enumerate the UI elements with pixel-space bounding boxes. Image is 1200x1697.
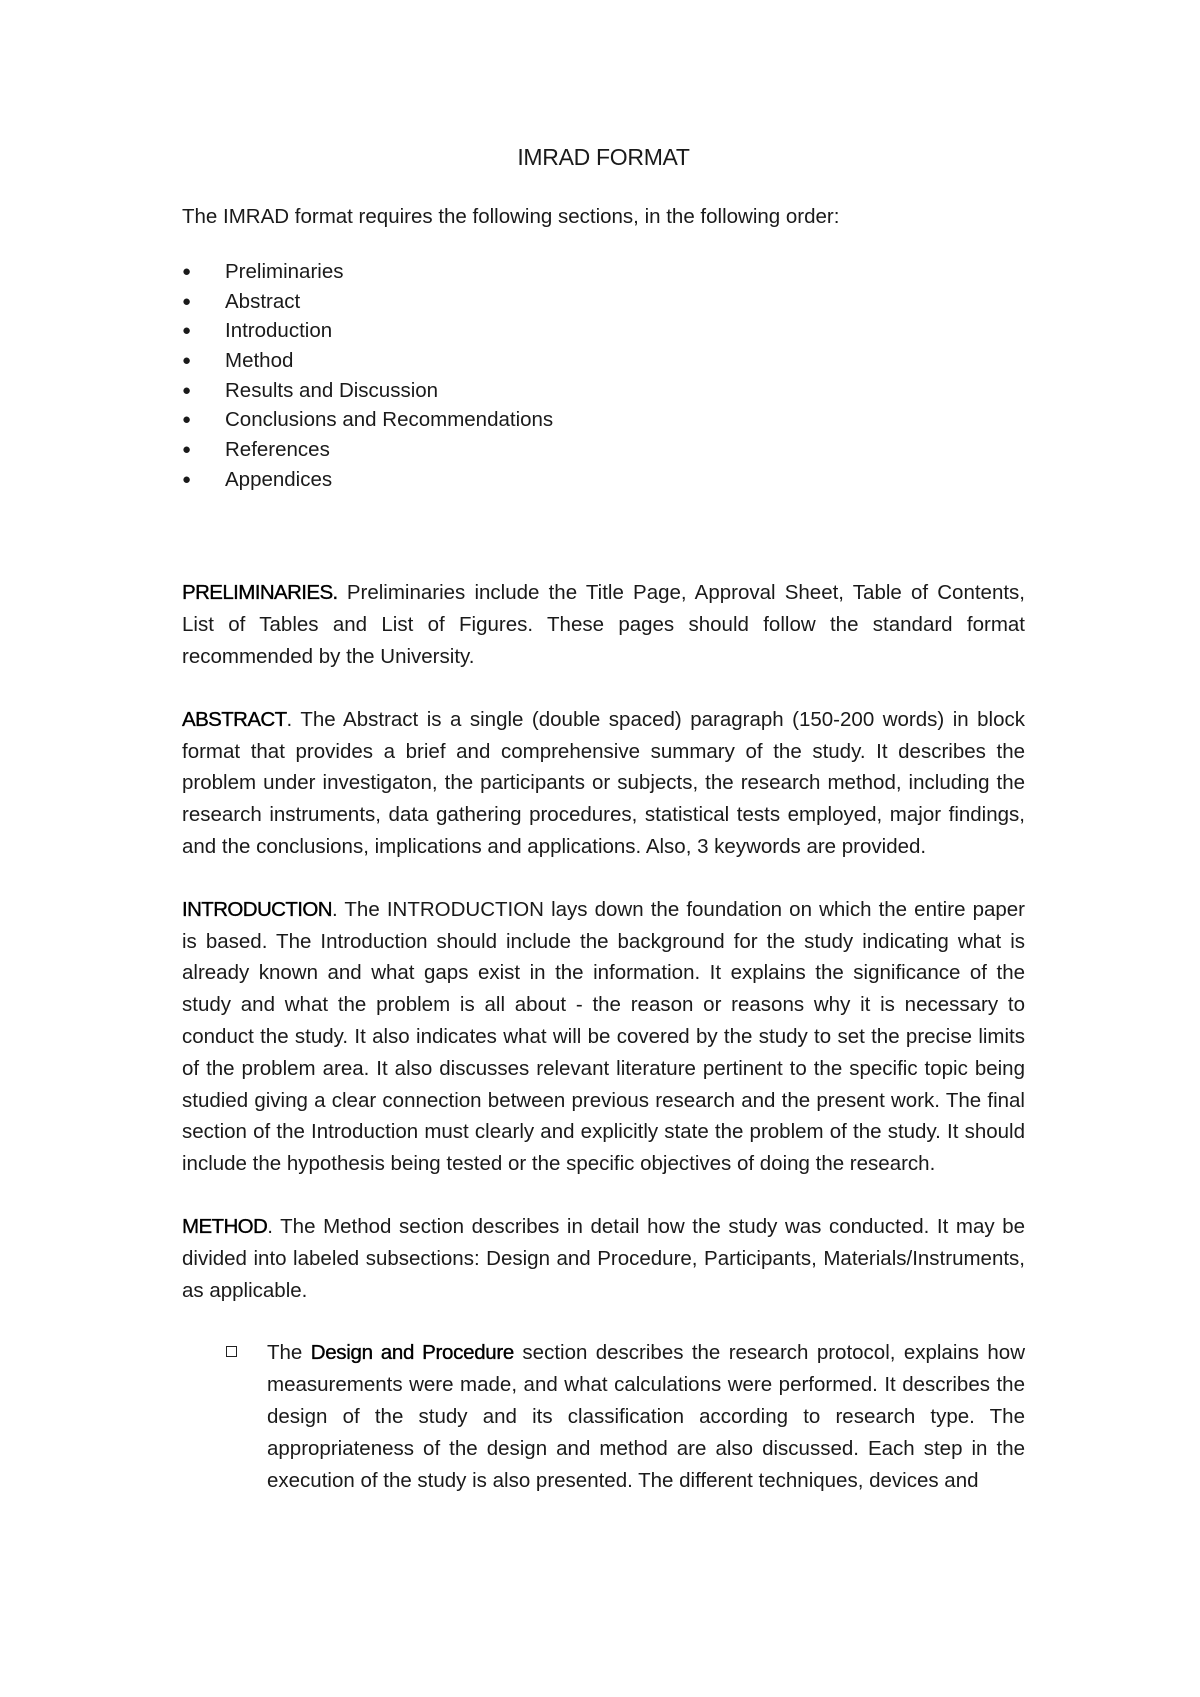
- list-item: [182, 346, 1025, 376]
- document-content: [182, 140, 1025, 1496]
- list-item-label: Preliminaries: [225, 259, 344, 283]
- preliminaries-paragraph: [182, 577, 1025, 672]
- bullet-icon: ●: [182, 262, 192, 280]
- bullet-icon: ●: [182, 322, 192, 340]
- method-paragraph: [182, 1211, 1025, 1306]
- list-item-label: Introduction: [225, 319, 333, 343]
- abstract-heading: ABSTRACT: [182, 707, 287, 731]
- preliminaries-heading: PRELIMINARIES.: [182, 581, 338, 605]
- design-procedure-item: [182, 1337, 1025, 1496]
- design-item-prefix: The: [267, 1341, 311, 1365]
- introduction-paragraph: [182, 894, 1025, 1180]
- list-item-label: Conclusions and Recommendations: [225, 408, 554, 432]
- list-item-label: References: [225, 438, 330, 462]
- introduction-heading: INTRODUCTION: [182, 897, 332, 921]
- list-item: [182, 465, 1025, 495]
- list-item-label: Appendices: [225, 467, 333, 491]
- checkbox-square-icon: [226, 1346, 237, 1357]
- list-item: [182, 376, 1025, 406]
- bullet-icon: ●: [182, 381, 192, 399]
- spacer: [182, 673, 1025, 704]
- list-item-label: Abstract: [225, 289, 301, 313]
- introduction-body: . The INTRODUCTION lays down the foundation on which the entire paper is based. The Introduction should include the background for the study indicating what is already known and what gaps exist in the information. It explains the significance of the study and what the problem is all about - the reason or reasons why it is necessary to conduct the study. It also indicates what will be covered by the study to set the precise limits of the problem area. It also discusses relevant literature pertinent to the specific topic being studied giving a clear connection between previous research and the present work. The final section of the Introduction must clearly and explicitly state the problem of the study. It should include the hypothesis being tested or the specific objectives of doing the research.: [182, 897, 1025, 1176]
- abstract-body: . The Abstract is a single (double spaced) paragraph (150-200 words) in block format that provides a brief and comprehensive summary of the study. It describes the problem under investigaton, the participants or subjects, the research method, including the research instruments, data gathering procedures, statistical tests employed, major findings, and the conclusions, implications and applications. Also, 3 keywords are provided.: [182, 707, 1025, 858]
- page-title: IMRAD FORMAT: [517, 144, 690, 170]
- list-item: [182, 405, 1025, 435]
- spacer: [182, 494, 1025, 577]
- list-item: [182, 435, 1025, 465]
- intro-sentence: The IMRAD format requires the following sections, in the following order:: [182, 205, 840, 228]
- section-list: [182, 257, 1025, 495]
- preliminaries-body: Preliminaries include the Title Page, Approval Sheet, Table of Contents, List of Tables and List of Figures. These pages should follow the standard format recommended by the University.: [182, 581, 1025, 669]
- spacer: [182, 863, 1025, 894]
- bullet-icon: ●: [182, 470, 192, 488]
- list-item-label: Results and Discussion: [225, 378, 439, 402]
- bullet-icon: ●: [182, 441, 192, 459]
- spacer: [182, 1306, 1025, 1337]
- bullet-icon: ●: [182, 292, 192, 310]
- design-item-bold: Design and Procedure: [310, 1341, 515, 1365]
- list-item: [182, 287, 1025, 317]
- spacer: [182, 1180, 1025, 1211]
- bullet-icon: ●: [182, 411, 192, 429]
- bullet-icon: ●: [182, 351, 192, 369]
- list-item-label: Method: [225, 348, 294, 372]
- design-item-body: section describes the research protocol, explains how measurements were made, and what calculations were performed. It describes the design of the study and its classification according to research type. The appropriateness of the design and method are also discussed. Each step in the execution of the study is also presented. The different techniques, devices and: [267, 1341, 1025, 1492]
- abstract-paragraph: [182, 704, 1025, 863]
- method-body: . The Method section describes in detail how the study was conducted. It may be divided into labeled subsections: Design and Procedure, Participants, Materials/Instruments, as applicable.: [182, 1214, 1025, 1302]
- list-item: [182, 257, 1025, 287]
- method-heading: METHOD: [182, 1214, 268, 1238]
- list-item: [182, 316, 1025, 346]
